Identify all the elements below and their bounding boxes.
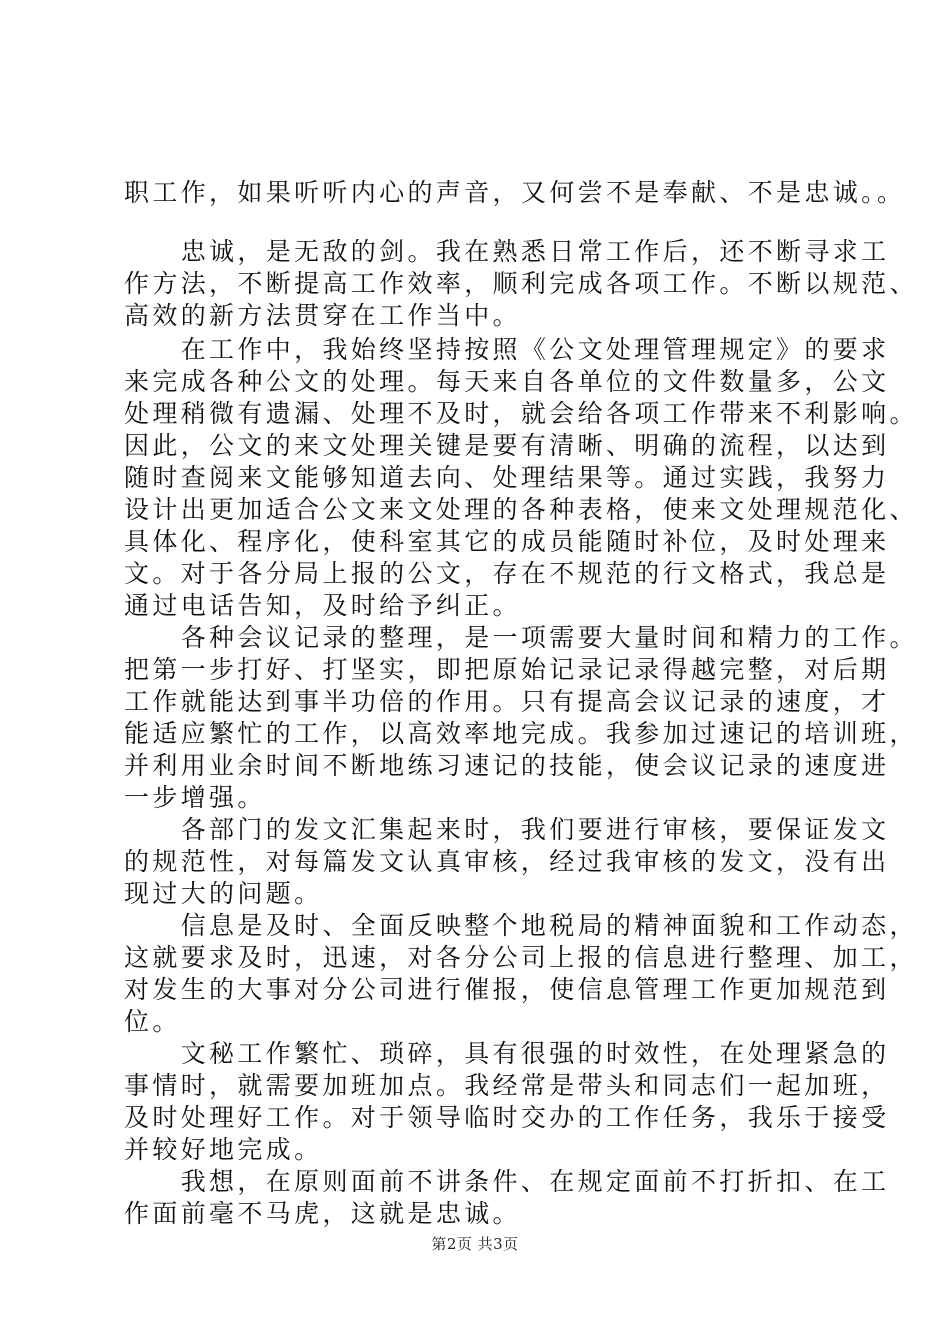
text-line: 对发生的大事对分公司进行催报，使信息管理工作更加规范到: [124, 975, 890, 1004]
text-line: 文。对于各分局上报的公文，存在不规范的行文格式，我总是: [124, 559, 890, 588]
text-line: 我想，在原则面前不讲条件、在规定面前不打折扣、在工: [124, 1167, 890, 1196]
text-line: 职工作，如果听听内心的声音，又何尝不是奉献、不是忠诚。。: [124, 178, 906, 207]
text-line: 具体化、程序化，使科室其它的成员能随时补位，及时处理来: [124, 527, 890, 556]
text-line: 各种会议记录的整理，是一项需要大量时间和精力的工作。: [124, 623, 918, 652]
text-line: 随时查阅来文能够知道去向、处理结果等。通过实践，我努力: [124, 463, 890, 492]
text-line: 因此，公文的来文处理关键是要有清晰、明确的流程，以达到: [124, 431, 890, 460]
text-line: 高效的新方法贯穿在工作当中。: [124, 301, 521, 330]
text-line: 在工作中，我始终坚持按照《公文处理管理规定》的要求: [124, 335, 890, 364]
text-line: 的规范性，对每篇发文认真审核，经过我审核的发文，没有出: [124, 847, 890, 876]
text-line: 一步增强。: [124, 783, 266, 812]
text-line: 文秘工作繁忙、琐碎，具有很强的时效性，在处理紧急的: [124, 1039, 890, 1068]
text-line: 通过电话告知，及时给予纠正。: [124, 591, 521, 620]
text-line: 这就要求及时，迅速，对各分公司上报的信息进行整理、加工，: [124, 943, 918, 972]
text-line: 并利用业余时间不断地练习速记的技能，使会议记录的速度进: [124, 751, 890, 780]
text-line: 位。: [124, 1007, 181, 1036]
text-line: 信息是及时、全面反映整个地税局的精神面貌和工作动态，: [124, 911, 918, 940]
text-line: 各部门的发文汇集起来时，我们要进行审核，要保证发文: [124, 815, 890, 844]
text-line: 现过大的问题。: [124, 879, 323, 908]
text-line: 作方法，不断提高工作效率，顺利完成各项工作。不断以规范、: [124, 269, 918, 298]
page-number-footer: 第2页 共3页: [431, 1235, 519, 1253]
text-line: 能适应繁忙的工作，以高效率地完成。我参加过速记的培训班，: [124, 719, 918, 748]
text-line: 及时处理好工作。对于领导临时交办的工作任务，我乐于接受: [124, 1103, 890, 1132]
text-line: 事情时，就需要加班加点。我经常是带头和同志们一起加班，: [124, 1071, 890, 1100]
text-line: 处理稍微有遗漏、处理不及时，就会给各项工作带来不利影响。: [124, 399, 918, 428]
text-line: 设计出更加适合公文来文处理的各种表格，使来文处理规范化、: [124, 495, 918, 524]
text-line: 把第一步打好、打坚实，即把原始记录记录得越完整，对后期: [124, 655, 890, 684]
text-line: 工作就能达到事半功倍的作用。只有提高会议记录的速度，才: [124, 687, 890, 716]
text-line: 忠诚，是无敌的剑。我在熟悉日常工作后，还不断寻求工: [124, 237, 890, 266]
text-line: 并较好地完成。: [124, 1135, 323, 1164]
text-line: 作面前毫不马虎，这就是忠诚。: [124, 1199, 521, 1228]
text-line: 来完成各种公文的处理。每天来自各单位的文件数量多，公文: [124, 367, 890, 396]
